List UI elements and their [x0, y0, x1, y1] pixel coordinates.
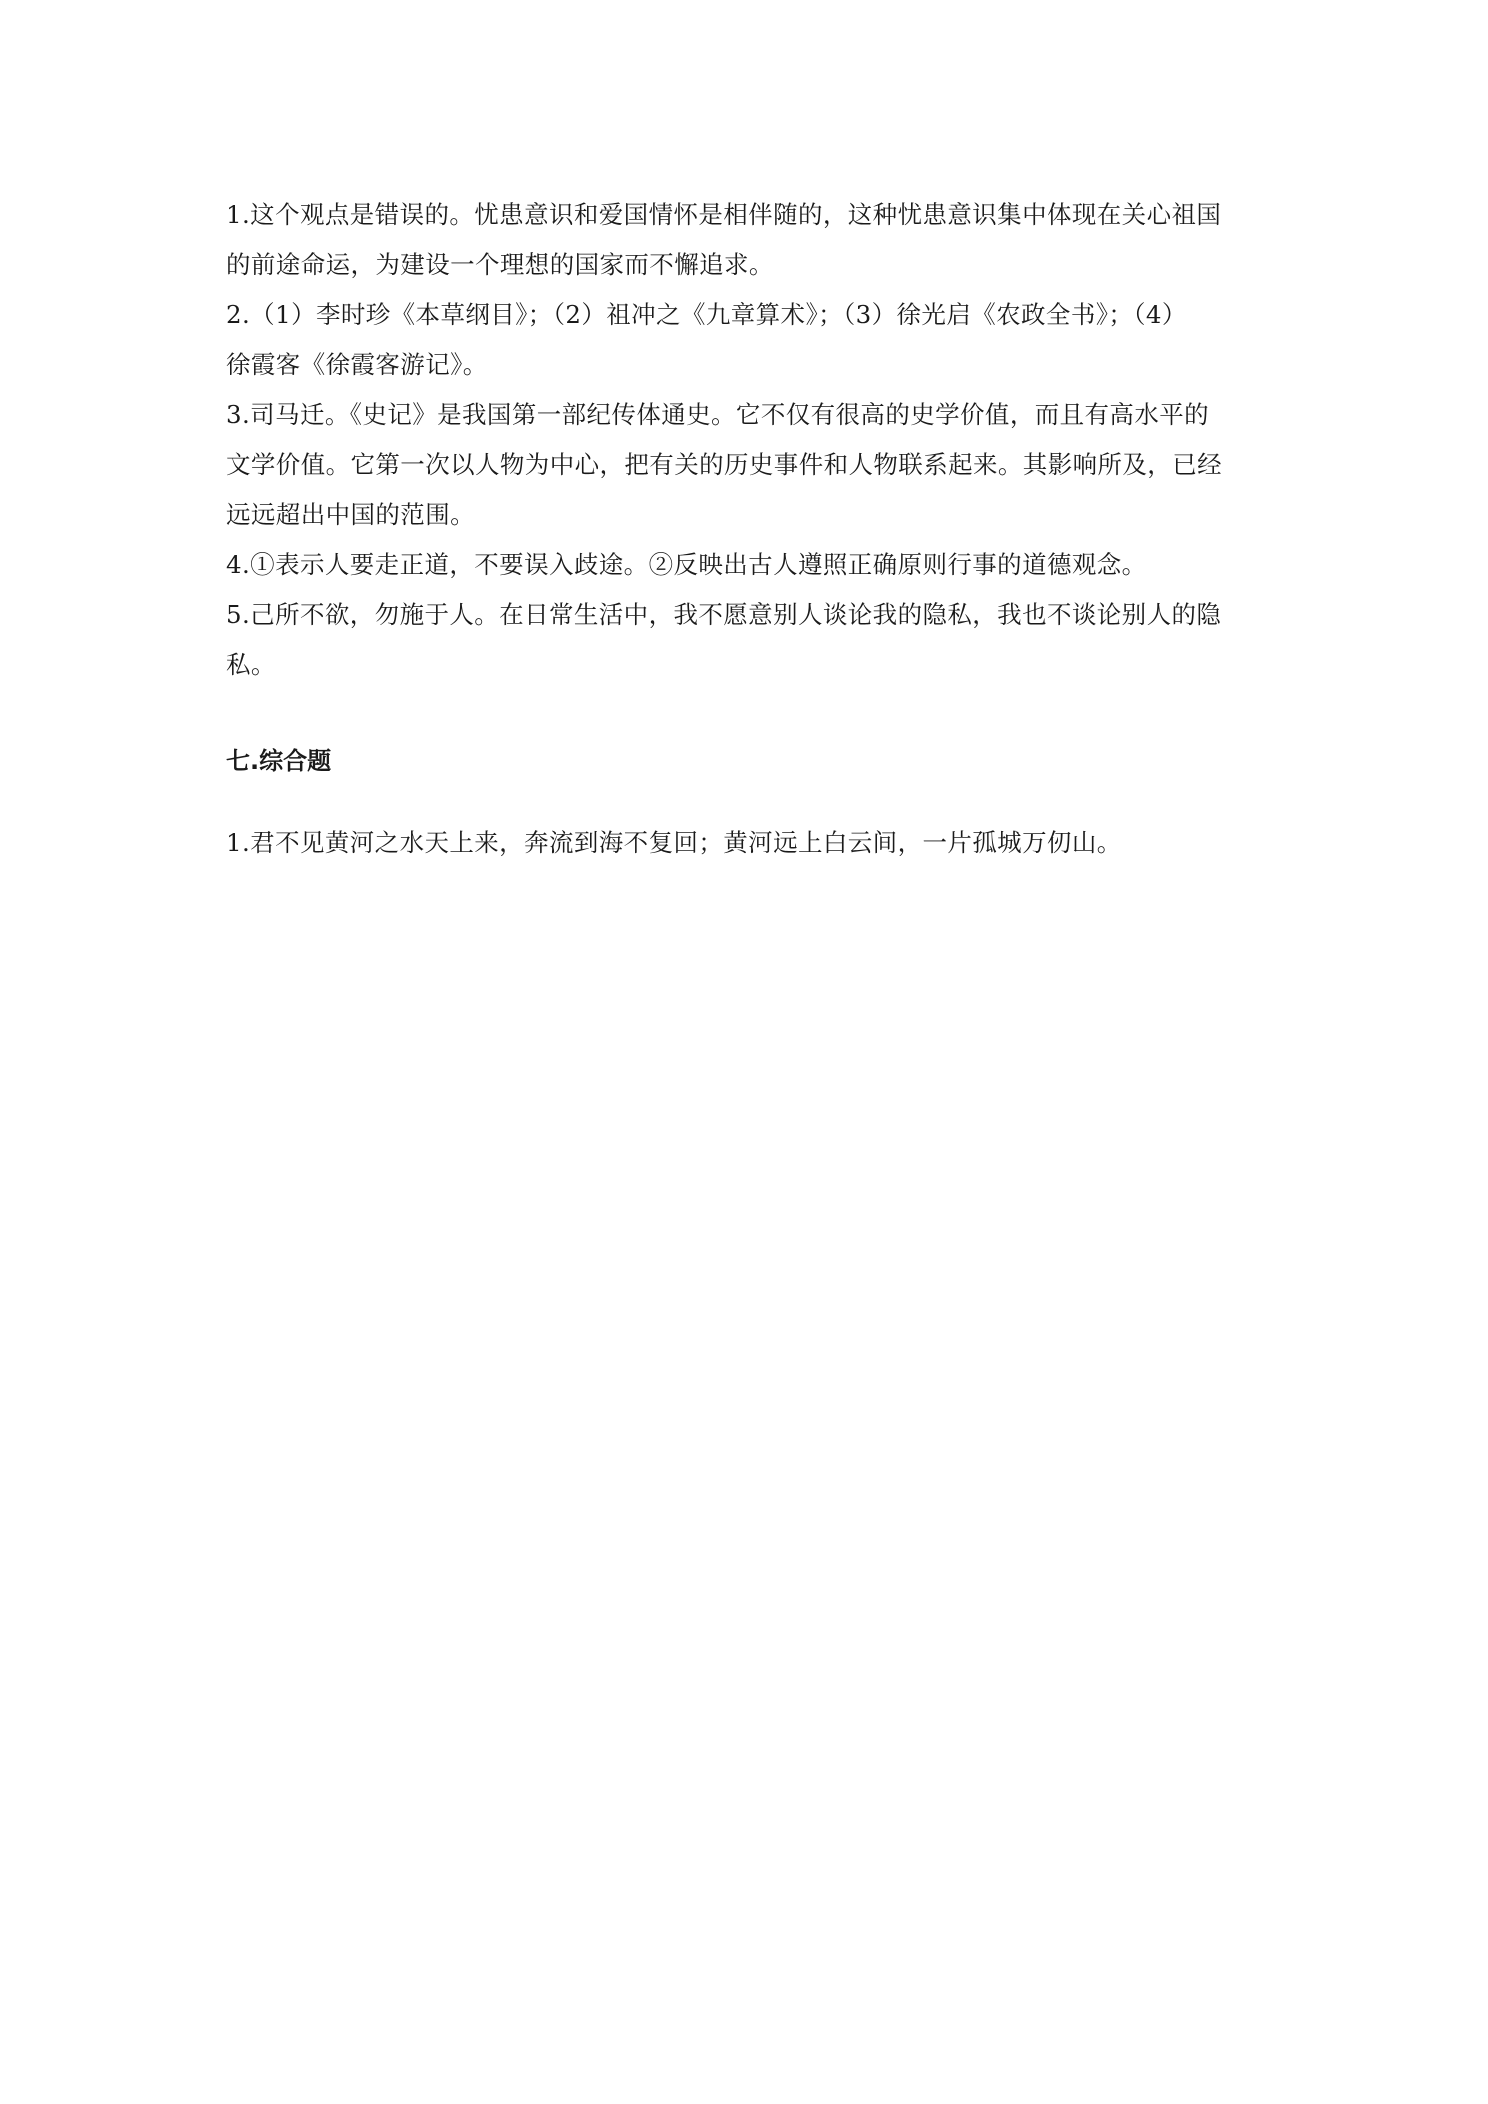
answer-line: 的前途命运，为建设一个理想的国家而不懈追求。: [226, 250, 774, 279]
answer-line: 4.①表示人要走正道，不要误入歧途。②反映出古人遵照正确原则行事的道德观念。: [226, 550, 1147, 579]
section-heading: 七.综合题: [226, 747, 332, 775]
answer-item-2: [226, 290, 1272, 390]
answer-line: 远远超出中国的范围。: [226, 500, 475, 529]
section-body: [226, 818, 1272, 868]
answer-line: 2.（1）李时珍《本草纲目》；（2）祖冲之《九章算术》；（3）徐光启《农政全书》；（4）: [226, 300, 1187, 329]
answer-line: 3.司马迁。《史记》是我国第一部纪传体通史。它不仅有很高的史学价值，而且有高水平的: [226, 400, 1210, 429]
answer-line: 文学价值。它第一次以人物为中心，把有关的历史事件和人物联系起来。其影响所及，已经: [226, 450, 1222, 479]
answer-line: 私。: [226, 650, 276, 679]
answer-line: 1.这个观点是错误的。忧患意识和爱国情怀是相伴随的，这种忧患意识集中体现在关心祖国: [226, 200, 1222, 229]
answer-line: 5.己所不欲，勿施于人。在日常生活中，我不愿意别人谈论我的隐私，我也不谈论别人的隐: [226, 600, 1222, 629]
document-content: [226, 190, 1272, 868]
answer-item-3: [226, 390, 1272, 540]
answer-item-5: [226, 590, 1272, 690]
answer-line: 徐霞客《徐霞客游记》。: [226, 350, 488, 379]
section-item-1: 1.君不见黄河之水天上来，奔流到海不复回；黄河远上白云间，一片孤城万仞山。: [226, 828, 1122, 857]
answer-item-4: [226, 540, 1272, 590]
answer-item-1: [226, 190, 1272, 290]
